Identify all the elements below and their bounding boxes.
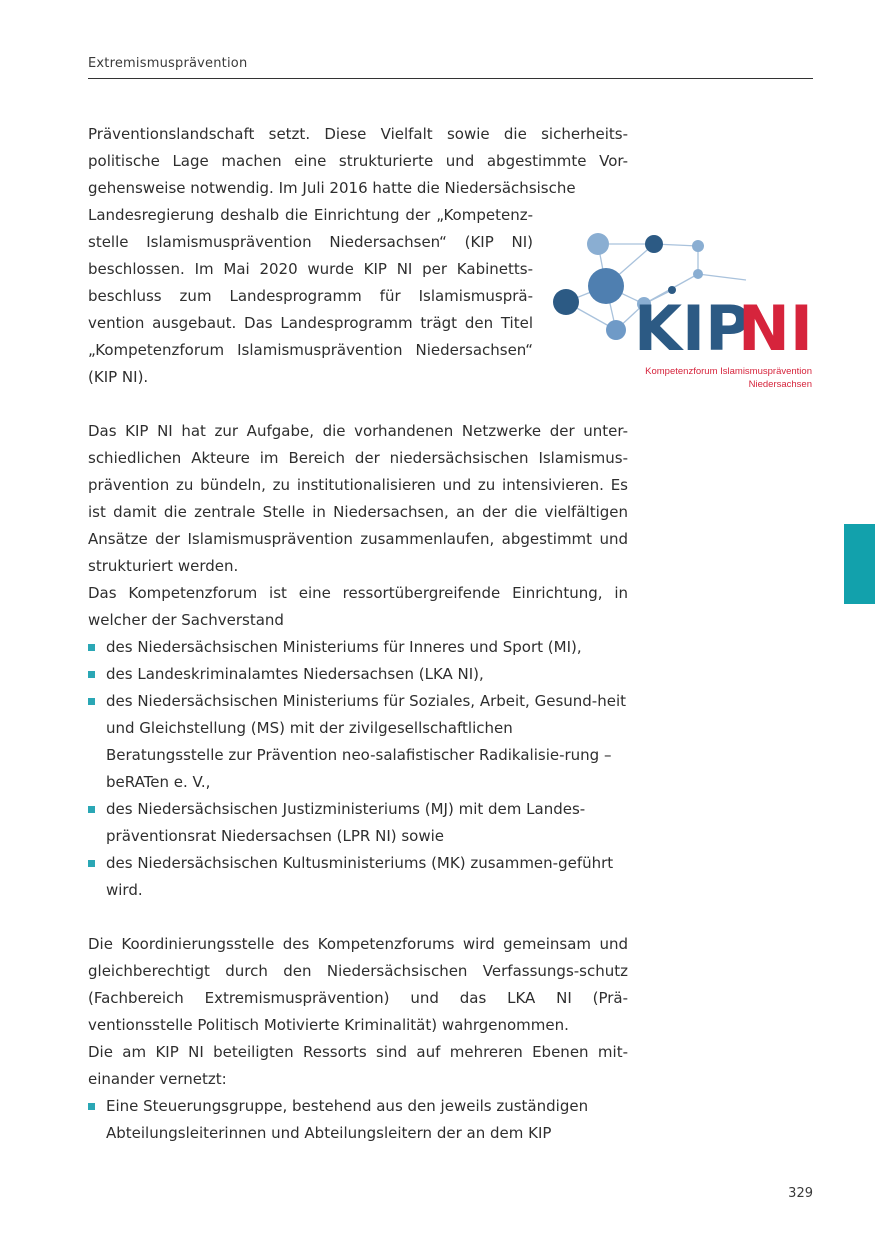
- list-item: des Niedersächsischen Kultusministeriums (MK) zusammen-geführt wird.: [88, 850, 628, 904]
- running-header: Extremismusprävention: [88, 56, 248, 71]
- logo-kip-text: KIP: [634, 292, 751, 365]
- logo-subtitle-line2: Niedersachsen: [748, 379, 812, 390]
- page-number: 329: [788, 1186, 813, 1201]
- paragraph: Das KIP NI hat zur Aufgabe, die vorhandenen Netzwerke der unter-schiedlichen Akteure im Bereich der niedersächsischen Islamismus-prävention zu bündeln, zu institutionalisieren und zu intensivieren. Es ist damit die zentrale Stelle in Niedersachsen, an der die vielfältigen Ansätze der Islamismusprävention zusammenlaufen, abgestimmt und strukturiert werden.: [88, 422, 628, 575]
- logo-ni-text: NI: [738, 292, 813, 365]
- levels-list: [88, 1093, 628, 1147]
- list-item: des Niedersächsischen Justizministeriums (MJ) mit dem Landes-präventionsrat Niedersachsen (LPR NI) sowie: [88, 796, 628, 850]
- ministries-list: [88, 634, 628, 904]
- body-text: [88, 121, 628, 1147]
- logo-subtitle-line1: Kompetenzforum Islamismusprävention: [645, 366, 812, 377]
- list-item: des Niedersächsischen Ministeriums für Inneres und Sport (MI),: [88, 634, 628, 661]
- list-item: des Niedersächsischen Ministeriums für Soziales, Arbeit, Gesund-heit und Gleichstellung (MS) mit der zivilgesellschaftlichen Beratungsstelle zur Prävention neo-salafistischer Radikalisie-rung – beRATen e. V.,: [88, 688, 628, 796]
- header-rule: [88, 78, 813, 79]
- chapter-tab-marker: [844, 524, 875, 604]
- paragraph: Die Koordinierungsstelle des Kompetenzforums wird gemeinsam und gleichberechtigt durch den Niedersächsischen Verfassungs-schutz (Fachbereich Extremismusprävention) und das LKA NI (Prä-ventionsstelle Politisch Motivierte Kriminalität) wahrgenommen.: [88, 935, 628, 1034]
- list-item: Eine Steuerungsgruppe, bestehend aus den jeweils zuständigen Abteilungsleiterinnen und Abteilungsleitern der an dem KIP: [88, 1093, 628, 1147]
- paragraph: Das Kompetenzforum ist eine ressortübergreifende Einrichtung, in welcher der Sachverstand: [88, 584, 628, 629]
- list-item: des Landeskriminalamtes Niedersachsen (LKA NI),: [88, 661, 628, 688]
- paragraph: Präventionslandschaft setzt. Diese Vielfalt sowie die sicherheits-politische Lage machen eine strukturierte und abgestimmte Vor-gehensweise notwendig. Im Juli 2016 hatte die Niedersächsische: [88, 125, 628, 197]
- paragraph-gap: [88, 904, 628, 931]
- paragraph-gap: [88, 391, 628, 418]
- paragraph: Landesregierung deshalb die Einrichtung der „Kompetenz-stelle Islamismusprävention Niedersachsen“ (KIP NI) beschlossen. Im Mai 2020 wurde KIP NI per Kabinetts-beschluss zum Landesprogramm für Islamismusprä-vention ausgebaut. Das Landesprogramm trägt den Titel „Kompetenzforum Islamismusprävention Niedersachsen“ (KIP NI).: [88, 206, 533, 386]
- paragraph: Die am KIP NI beteiligten Ressorts sind auf mehreren Ebenen mit-einander vernetzt:: [88, 1043, 628, 1088]
